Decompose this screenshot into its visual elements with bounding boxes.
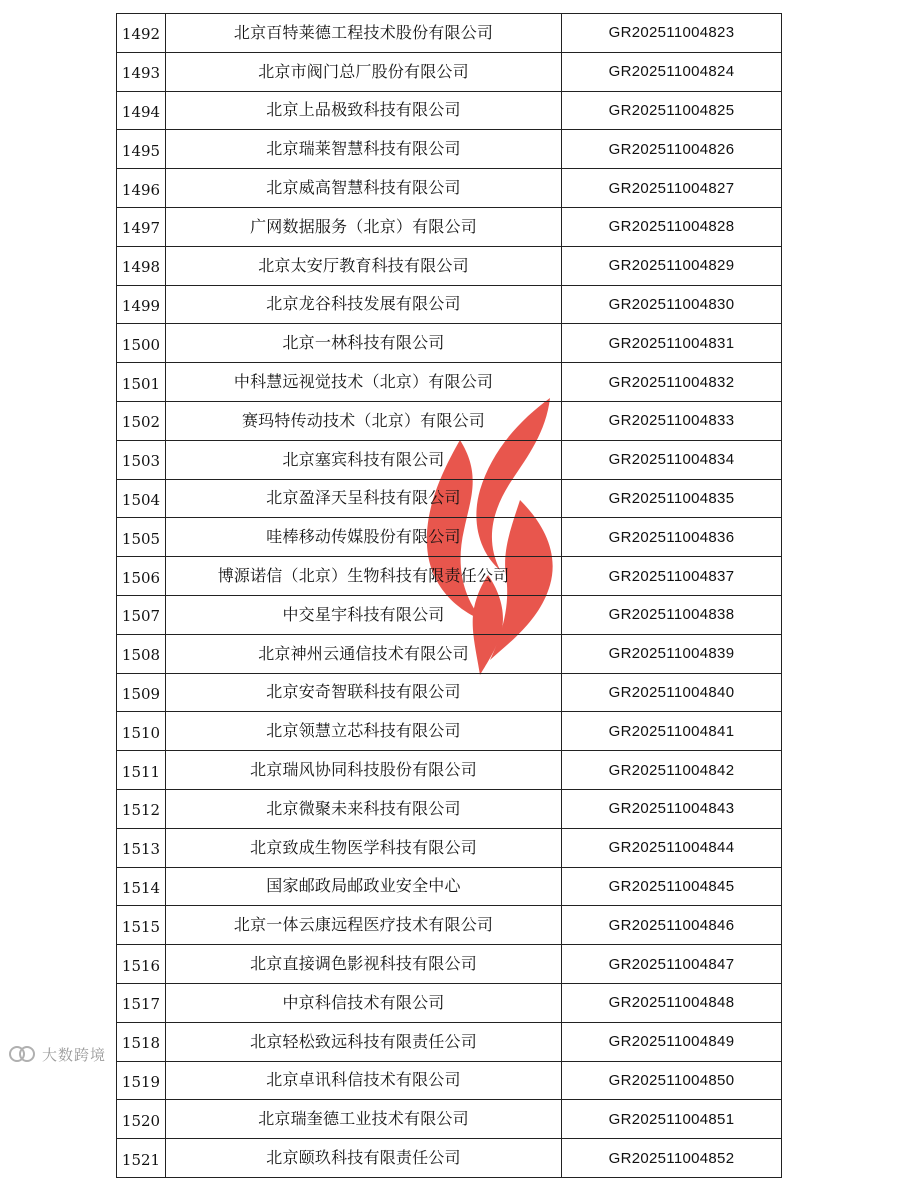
certificate-number: GR202511004845 [562, 867, 782, 906]
table-row [117, 983, 782, 1022]
company-name: 北京一林科技有限公司 [166, 324, 562, 363]
table-row [117, 557, 782, 596]
row-number: 1507 [117, 595, 166, 634]
table-row [117, 1139, 782, 1178]
table-row [117, 789, 782, 828]
table-row [117, 14, 782, 53]
table-row [117, 518, 782, 557]
certificate-number: GR202511004852 [562, 1139, 782, 1178]
company-name: 北京瑞风协同科技股份有限公司 [166, 751, 562, 790]
table-row [117, 207, 782, 246]
certificate-number: GR202511004841 [562, 712, 782, 751]
certificate-number: GR202511004836 [562, 518, 782, 557]
company-name: 北京太安厅教育科技有限公司 [166, 246, 562, 285]
table-row [117, 867, 782, 906]
row-number: 1501 [117, 363, 166, 402]
company-name: 北京瑞奎德工业技术有限公司 [166, 1100, 562, 1139]
certificate-number: GR202511004824 [562, 52, 782, 91]
company-name: 北京直接调色影视科技有限公司 [166, 945, 562, 984]
certificate-number: GR202511004825 [562, 91, 782, 130]
row-number: 1500 [117, 324, 166, 363]
row-number: 1504 [117, 479, 166, 518]
table-row [117, 673, 782, 712]
row-number: 1517 [117, 983, 166, 1022]
company-name: 赛玛特传动技术（北京）有限公司 [166, 401, 562, 440]
certificate-number: GR202511004832 [562, 363, 782, 402]
table-row [117, 91, 782, 130]
certificate-number: GR202511004839 [562, 634, 782, 673]
company-name: 北京上品极致科技有限公司 [166, 91, 562, 130]
table-row [117, 246, 782, 285]
table-row [117, 169, 782, 208]
row-number: 1510 [117, 712, 166, 751]
certificate-number: GR202511004823 [562, 14, 782, 53]
row-number: 1513 [117, 828, 166, 867]
table-row [117, 1061, 782, 1100]
certificate-number: GR202511004829 [562, 246, 782, 285]
table-row [117, 712, 782, 751]
company-name: 北京神州云通信技术有限公司 [166, 634, 562, 673]
row-number: 1509 [117, 673, 166, 712]
certificate-number: GR202511004844 [562, 828, 782, 867]
row-number: 1520 [117, 1100, 166, 1139]
table-row [117, 285, 782, 324]
certificate-number: GR202511004842 [562, 751, 782, 790]
row-number: 1516 [117, 945, 166, 984]
certificate-number: GR202511004834 [562, 440, 782, 479]
table-row [117, 751, 782, 790]
row-number: 1508 [117, 634, 166, 673]
footer-brand [8, 1043, 106, 1065]
company-name: 北京一体云康远程医疗技术有限公司 [166, 906, 562, 945]
certificate-number: GR202511004831 [562, 324, 782, 363]
company-name: 北京致成生物医学科技有限公司 [166, 828, 562, 867]
certificate-number: GR202511004827 [562, 169, 782, 208]
certificate-number: GR202511004828 [562, 207, 782, 246]
table-row [117, 324, 782, 363]
certificate-number: GR202511004851 [562, 1100, 782, 1139]
table-row [117, 595, 782, 634]
row-number: 1499 [117, 285, 166, 324]
table-row [117, 945, 782, 984]
row-number: 1502 [117, 401, 166, 440]
company-name: 哇棒移动传媒股份有限公司 [166, 518, 562, 557]
row-number: 1498 [117, 246, 166, 285]
company-name: 国家邮政局邮政业安全中心 [166, 867, 562, 906]
row-number: 1494 [117, 91, 166, 130]
company-name: 北京百特莱德工程技术股份有限公司 [166, 14, 562, 53]
company-name: 北京瑞莱智慧科技有限公司 [166, 130, 562, 169]
table-row [117, 440, 782, 479]
certificate-number: GR202511004840 [562, 673, 782, 712]
company-name: 中交星宇科技有限公司 [166, 595, 562, 634]
company-name: 北京卓讯科信技术有限公司 [166, 1061, 562, 1100]
certificate-number: GR202511004850 [562, 1061, 782, 1100]
row-number: 1503 [117, 440, 166, 479]
table-row [117, 634, 782, 673]
company-name: 北京领慧立芯科技有限公司 [166, 712, 562, 751]
brand-name: 大数跨境 [42, 1045, 107, 1064]
certificate-number: GR202511004837 [562, 557, 782, 596]
company-name: 北京安奇智联科技有限公司 [166, 673, 562, 712]
brand-logo-icon [8, 1043, 36, 1065]
row-number: 1496 [117, 169, 166, 208]
row-number: 1518 [117, 1022, 166, 1061]
row-number: 1495 [117, 130, 166, 169]
row-number: 1492 [117, 14, 166, 53]
table-row [117, 906, 782, 945]
table-row [117, 130, 782, 169]
table-row [117, 401, 782, 440]
company-name: 博源诺信（北京）生物科技有限责任公司 [166, 557, 562, 596]
table-row [117, 1100, 782, 1139]
row-number: 1512 [117, 789, 166, 828]
table-row [117, 52, 782, 91]
table-row [117, 363, 782, 402]
row-number: 1521 [117, 1139, 166, 1178]
company-name: 北京微聚未来科技有限公司 [166, 789, 562, 828]
company-name: 北京市阀门总厂股份有限公司 [166, 52, 562, 91]
table-row [117, 479, 782, 518]
certificate-number: GR202511004847 [562, 945, 782, 984]
company-name: 北京龙谷科技发展有限公司 [166, 285, 562, 324]
company-name: 北京轻松致远科技有限责任公司 [166, 1022, 562, 1061]
certificate-number: GR202511004826 [562, 130, 782, 169]
company-name: 中科慧远视觉技术（北京）有限公司 [166, 363, 562, 402]
certificate-number: GR202511004838 [562, 595, 782, 634]
certificate-number: GR202511004835 [562, 479, 782, 518]
company-name: 北京颐玖科技有限责任公司 [166, 1139, 562, 1178]
company-name: 北京塞宾科技有限公司 [166, 440, 562, 479]
row-number: 1519 [117, 1061, 166, 1100]
certificate-number: GR202511004833 [562, 401, 782, 440]
row-number: 1506 [117, 557, 166, 596]
certificate-number: GR202511004849 [562, 1022, 782, 1061]
certificate-number: GR202511004830 [562, 285, 782, 324]
row-number: 1497 [117, 207, 166, 246]
company-list-table [116, 13, 782, 1178]
row-number: 1514 [117, 867, 166, 906]
company-name: 北京盈泽天呈科技有限公司 [166, 479, 562, 518]
row-number: 1511 [117, 751, 166, 790]
table-row [117, 828, 782, 867]
row-number: 1493 [117, 52, 166, 91]
certificate-number: GR202511004843 [562, 789, 782, 828]
row-number: 1515 [117, 906, 166, 945]
table-row [117, 1022, 782, 1061]
company-name: 中京科信技术有限公司 [166, 983, 562, 1022]
company-name: 北京威高智慧科技有限公司 [166, 169, 562, 208]
certificate-number: GR202511004846 [562, 906, 782, 945]
certificate-number: GR202511004848 [562, 983, 782, 1022]
row-number: 1505 [117, 518, 166, 557]
company-name: 广网数据服务（北京）有限公司 [166, 207, 562, 246]
